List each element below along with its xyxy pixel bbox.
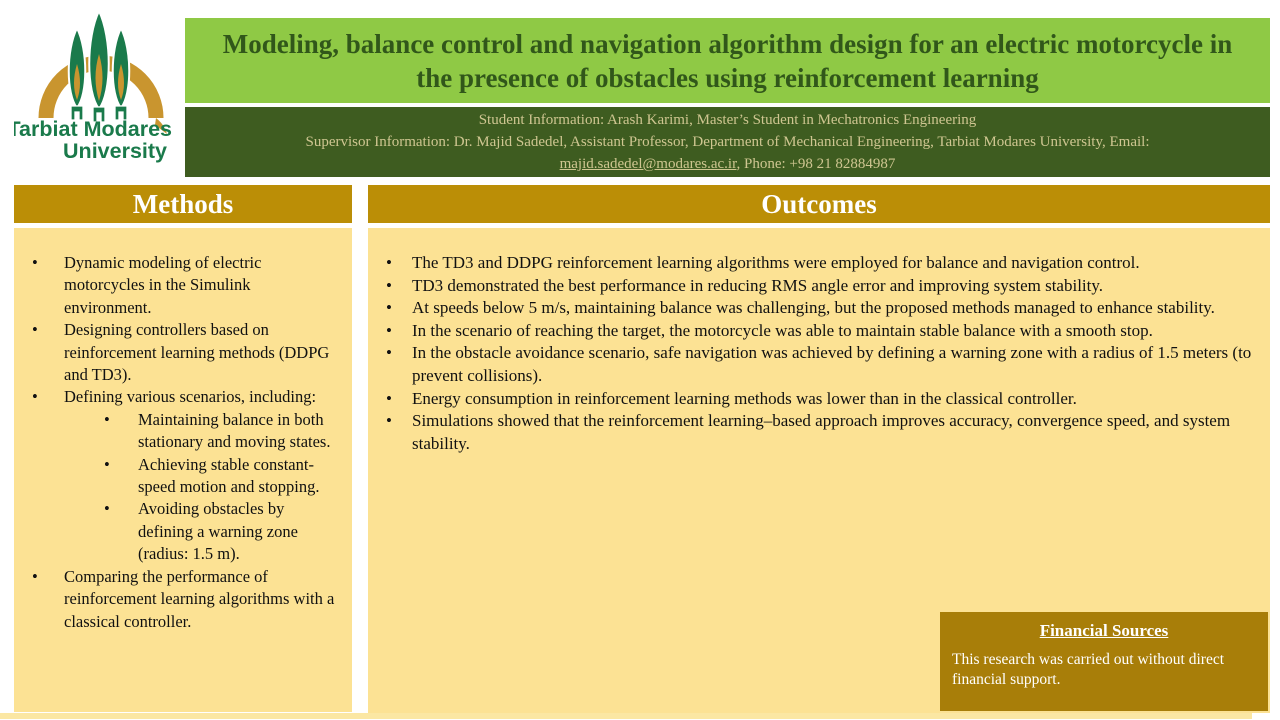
- outcomes-header: Outcomes: [368, 185, 1270, 223]
- outcomes-item: • The TD3 and DDPG reinforcement learning algorithms were employed for balance and navigation control.: [368, 252, 1256, 275]
- methods-item: • Comparing the performance of reinforcement learning algorithms with a classical controller.: [14, 566, 342, 633]
- outcomes-item: • At speeds below 5 m/s, maintaining balance was challenging, but the proposed methods managed to enhance stability.: [368, 297, 1256, 320]
- outcomes-item: • In the scenario of reaching the target, the motorcycle was able to maintain stable balance with a smooth stop.: [368, 320, 1256, 343]
- bottom-accent-strip: [0, 713, 1252, 719]
- outcomes-item: • TD3 demonstrated the best performance in reducing RMS angle error and improving system stability.: [368, 275, 1256, 298]
- logo-cypress-right: [113, 28, 130, 120]
- methods-subitem: • Avoiding obstacles by defining a warning zone (radius: 1.5 m).: [14, 498, 342, 565]
- outcomes-item: • Simulations showed that the reinforcement learning–based approach improves accuracy, convergence speed, and system stability.: [368, 410, 1256, 455]
- author-info-bar: [185, 107, 1270, 177]
- methods-list: [14, 228, 352, 633]
- outcomes-item: • In the obstacle avoidance scenario, safe navigation was achieved by defining a warning zone with a radius of 1.5 meters (to prevent collisions).: [368, 342, 1256, 387]
- poster-title: Modeling, balance control and navigation algorithm design for an electric motorcycle in the presence of obstacles using reinforcement learning: [222, 28, 1233, 93]
- contact-info-line: [185, 153, 1270, 175]
- financial-sources-header: Financial Sources: [1039, 621, 1169, 640]
- logo-cypress-left: [69, 28, 86, 120]
- logo-cypress-center: [89, 11, 109, 122]
- methods-panel: [14, 228, 352, 712]
- logo-text-line2: University: [63, 139, 167, 163]
- methods-header: Methods: [14, 185, 352, 223]
- email-link[interactable]: majid.sadedel@modares.ac.ir: [559, 156, 737, 172]
- university-logo: [14, 6, 182, 176]
- outcomes-item: • Energy consumption in reinforcement learning methods was lower than in the classical controller.: [368, 388, 1256, 411]
- methods-item: • Dynamic modeling of electric motorcycles in the Simulink environment.: [14, 252, 342, 319]
- phone-text: , Phone: +98 21 82884987: [736, 156, 896, 172]
- methods-subitem: • Maintaining balance in both stationary and moving states.: [14, 409, 342, 454]
- supervisor-info-line: Supervisor Information: Dr. Majid Sadedel, Assistant Professor, Department of Mechanical Engineering, Tarbiat Modares University, Email:: [305, 134, 1150, 150]
- poster-title-bar: [185, 18, 1270, 103]
- financial-sources-text: This research was carried out without direct financial support.: [952, 651, 1225, 688]
- logo-text-line1: Tarbiat Modares: [14, 117, 172, 141]
- student-info-line: Student Information: Arash Karimi, Master’s Student in Mechatronics Engineering: [478, 112, 977, 128]
- outcomes-list: [368, 228, 1270, 455]
- methods-item: • Designing controllers based on reinforcement learning methods (DDPG and TD3).: [14, 319, 342, 386]
- tarbiat-modares-logo-icon: [14, 6, 182, 176]
- methods-item: • Defining various scenarios, including:: [14, 386, 342, 408]
- methods-subitem: • Achieving stable constant-speed motion and stopping.: [14, 454, 342, 499]
- financial-sources-box: [940, 612, 1268, 711]
